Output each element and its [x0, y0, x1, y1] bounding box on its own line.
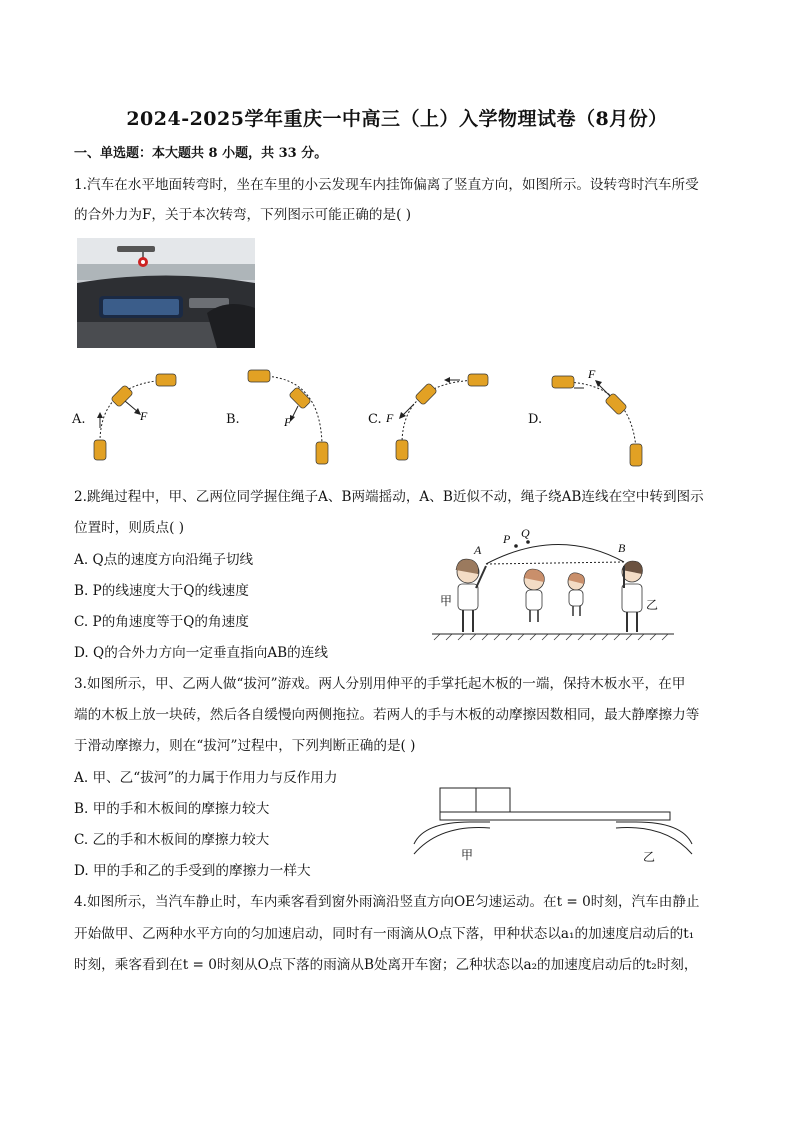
jump-rope-figure	[428, 526, 678, 642]
point-q-label: Q	[521, 526, 530, 540]
q1-option-b-figure	[240, 364, 340, 468]
q1-option-a-label: A.	[72, 412, 86, 427]
q3-option-d: D. 甲的手和乙的手受到的摩擦力一样大	[74, 863, 311, 879]
q1-option-c-figure	[378, 368, 498, 468]
q2-option-d: D. Q的合外力方向一定垂直指向AB的连线	[74, 645, 328, 661]
tug-of-war-board-figure	[410, 784, 696, 858]
point-b-label: B	[618, 541, 626, 555]
q1-b-force-label: F	[284, 415, 292, 429]
q1-option-b-label: B.	[226, 412, 240, 427]
q1-d-force-label: F	[588, 367, 596, 381]
hand-yi-label: 乙	[643, 850, 656, 864]
q1-a-force-label: F	[140, 409, 148, 423]
q1-line2: 的合外力为F，关于本次转弯，下列图示可能正确的是( )	[74, 207, 412, 223]
q3-option-a: A. 甲、乙“拔河”的力属于作用力与反作用力	[74, 770, 338, 786]
q1-option-c-label: C.	[368, 412, 382, 427]
q1-option-a-figure	[88, 368, 188, 468]
q4-line1: 4.如图所示，当汽车静止时，车内乘客看到窗外雨滴沿竖直方向OE匀速运动。在t = 0时刻，汽车由静止	[74, 894, 700, 910]
q2-option-b: B. P的线速度大于Q的线速度	[74, 583, 249, 599]
point-a-label: A	[474, 543, 482, 557]
section-heading: 一、单选题：本大题共 8 小题，共 33 分。	[74, 146, 328, 161]
q2-option-a: A. Q点的速度方向沿绳子切线	[74, 552, 254, 568]
q2-line1: 2.跳绳过程中，甲、乙两位同学握住绳子A、B两端摇动，A、B近似不动，绳子绕AB连线在空中转到图示	[74, 489, 704, 505]
person-jia-label: 甲	[440, 594, 453, 608]
q3-line3: 于滑动摩擦力，则在“拔河”过程中，下列判断正确的是( )	[74, 738, 416, 754]
person-yi-label: 乙	[646, 598, 659, 612]
q1-c-force-label: F	[386, 411, 394, 425]
q3-line2: 端的木板上放一块砖，然后各自缓慢向两侧拖拉。若两人的手与木板的动摩擦因数相同，最大静摩擦力等	[74, 707, 700, 723]
q1-option-d-figure	[540, 366, 652, 470]
q4-line2: 开始做甲、乙两种水平方向的匀加速启动，同时有一雨滴从O点下落，甲种状态以a₁的加速度启动后的t₁	[74, 926, 695, 942]
hand-jia-label: 甲	[461, 848, 474, 862]
q2-option-c: C. P的角速度等于Q的角速度	[74, 614, 249, 630]
q4-line3: 时刻，乘客看到在t = 0时刻从O点下落的雨滴从B处离开车窗；乙种状态以a₂的加速度启动后的t₂时刻，	[74, 957, 698, 973]
q2-line2: 位置时，则质点( )	[74, 520, 185, 536]
q3-line1: 3.如图所示，甲、乙两人做“拔河”游戏。两人分别用伸平的手掌托起木板的一端，保持木板水平，在甲	[74, 676, 686, 692]
q1-option-d-label: D.	[528, 412, 543, 427]
q3-option-c: C. 乙的手和木板间的摩擦力较大	[74, 832, 270, 848]
q3-option-b: B. 甲的手和木板间的摩擦力较大	[74, 801, 270, 817]
page-title: 2024-2025学年重庆一中高三（上）入学物理试卷（8月份）	[126, 108, 668, 130]
q1-line1: 1.汽车在水平地面转弯时，坐在车里的小云发现车内挂饰偏离了竖直方向，如图所示。设转弯时汽车所受	[74, 177, 699, 193]
point-p-label: P	[503, 532, 511, 546]
car-interior-photo	[77, 238, 255, 348]
